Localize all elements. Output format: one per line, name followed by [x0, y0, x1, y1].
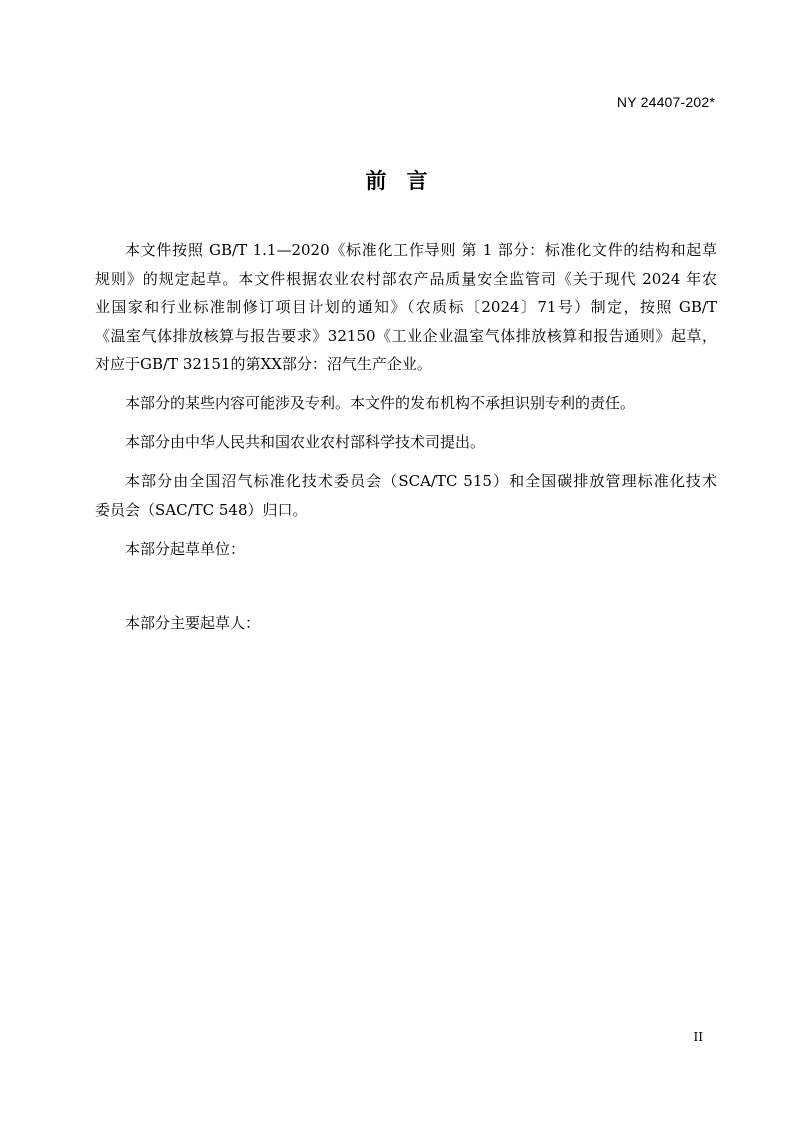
paragraph-line: 委员会（SAC/TC 548）归口。: [95, 500, 308, 519]
paragraph-line: 业国家和行业标准制修订项目计划的通知》（农质标〔2024〕71号）制定，按照 GB/T: [95, 298, 717, 316]
paragraph-main-drafters: 本部分主要起草人：: [125, 614, 261, 632]
paragraph-drafting-units: 本部分起草单位：: [125, 539, 246, 558]
page-title: 前言: [365, 169, 448, 193]
paragraph-line: 《温室气体排放核算与报告要求》32150《工业企业温室气体排放核算和报告通则》起草，: [95, 326, 717, 345]
paragraph-drafting-basis: [95, 236, 717, 379]
document-body: [95, 236, 717, 648]
paragraph-technical-committee: [95, 467, 717, 524]
paragraph-patent-notice: 本部分的某些内容可能涉及专利。本文件的发布机构不承担识别专利的责任。: [125, 394, 636, 412]
paragraph-line: 本部分由全国沼气标准化技术委员会（SCA/TC 515）和全国碳排放管理标准化技术: [125, 472, 717, 490]
standard-code-header: NY 24407-202*: [616, 94, 715, 110]
paragraph-line: 规则》的规定起草。本文件根据农业农村部农产品质量安全监管司《关于现代 2024 年农: [95, 269, 717, 288]
paragraph-line: 本文件按照 GB/T 1.1—2020《标准化工作导则 第 1 部分：标准化文件的结构和起草: [125, 241, 717, 259]
paragraph-proposer: 本部分由中华人民共和国农业农村部科学技术司提出。: [125, 433, 486, 451]
page-number: II: [693, 1030, 703, 1044]
paragraph-line: 对应于GB/T 32151的第XX部分：沼气生产企业。: [95, 355, 432, 373]
